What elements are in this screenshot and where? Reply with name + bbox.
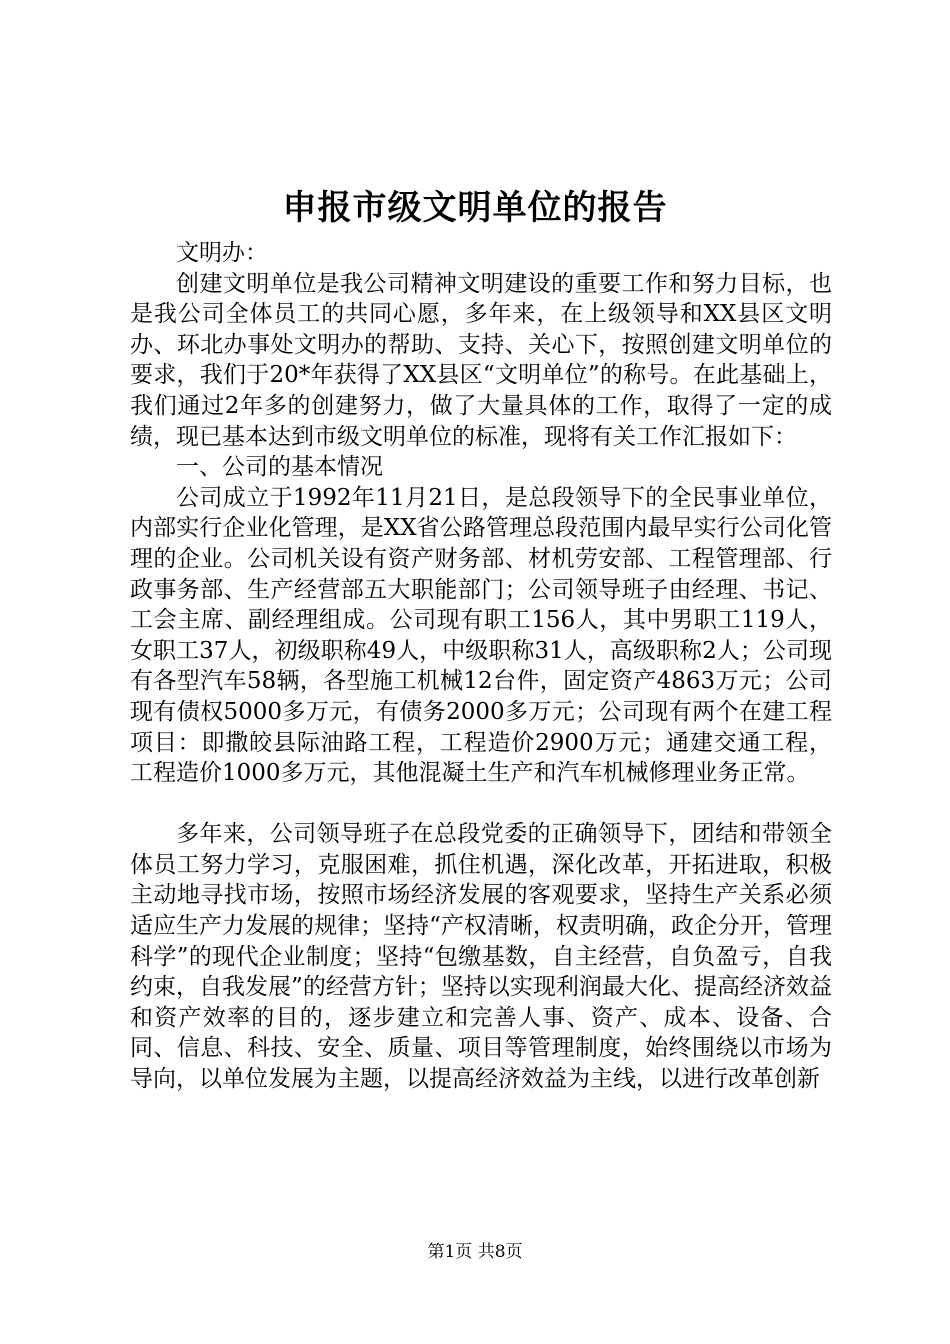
paragraph-intro: 创建文明单位是我公司精神文明建设的重要工作和努力目标，也是我公司全体员工的共同心愿，多年来，在上级领导和XX县区文明办、环北办事处文明办的帮助、支持、关心下，按照创建文明单位的要求，我们于20*年获得了XX县区“文明单位”的称号。在此基础上，我们通过2年多的创建努力，做了大量具体的工作，取得了一定的成绩，现已基本达到市级文明单位的标准，现将有关工作汇报如下： xyxy=(130,270,832,450)
paragraph-spacer xyxy=(130,789,832,820)
section-heading: 一、公司的基本情况 xyxy=(176,454,383,481)
document-title: 申报市级文明单位的报告 xyxy=(282,188,668,228)
page-number: 第1页 共8页 xyxy=(427,1242,523,1262)
document-body xyxy=(130,238,832,1095)
paragraph-development: 多年来，公司领导班子在总段党委的正确领导下，团结和带领全体员工努力学习，克服困难，抓住机遇，深化改革，开拓进取，积极主动地寻找市场，按照市场经济发展的客观要求，坚持生产关系必须适应生产力发展的规律；坚持“产权清晰，权责明确，政企分开，管理科学”的现代企业制度；坚持“包缴基数，自主经营，自负盈亏，自我约束，自我发展”的经营方针；坚持以实现利润最大化、提高经济效益和资产效率的目的，逐步建立和完善人事、资产、成本、设备、合同、信息、科技、安全、质量、项目等管理制度，始终围绕以市场为导向，以单位发展为主题，以提高经济效益为主线，以进行改革创新 xyxy=(130,821,832,1093)
paragraph-company-info: 公司成立于1992年11月21日，是总段领导下的全民事业单位，内部实行企业化管理，是XX省公路管理总段范围内最早实行公司化管理的企业。公司机关设有资产财务部、材机劳安部、工程管理部、行政事务部、生产经营部五大职能部门；公司领导班子由经理、书记、工会主席、副经理组成。公司现有职工156人，其中男职工119人，女职工37人，初级职称49人，中级职称31人，高级职称2人；公司现有各型汽车58辆，各型施工机械12台件，固定资产4863万元；公司现有债权5000多万元，有债务2000多万元；公司现有两个在建工程项目：即撒皎县际油路工程，工程造价2900万元；通建交通工程，工程造价1000多万元，其他混凝土生产和汽车机械修理业务正常。 xyxy=(130,484,832,787)
salutation: 文明办： xyxy=(176,240,268,266)
